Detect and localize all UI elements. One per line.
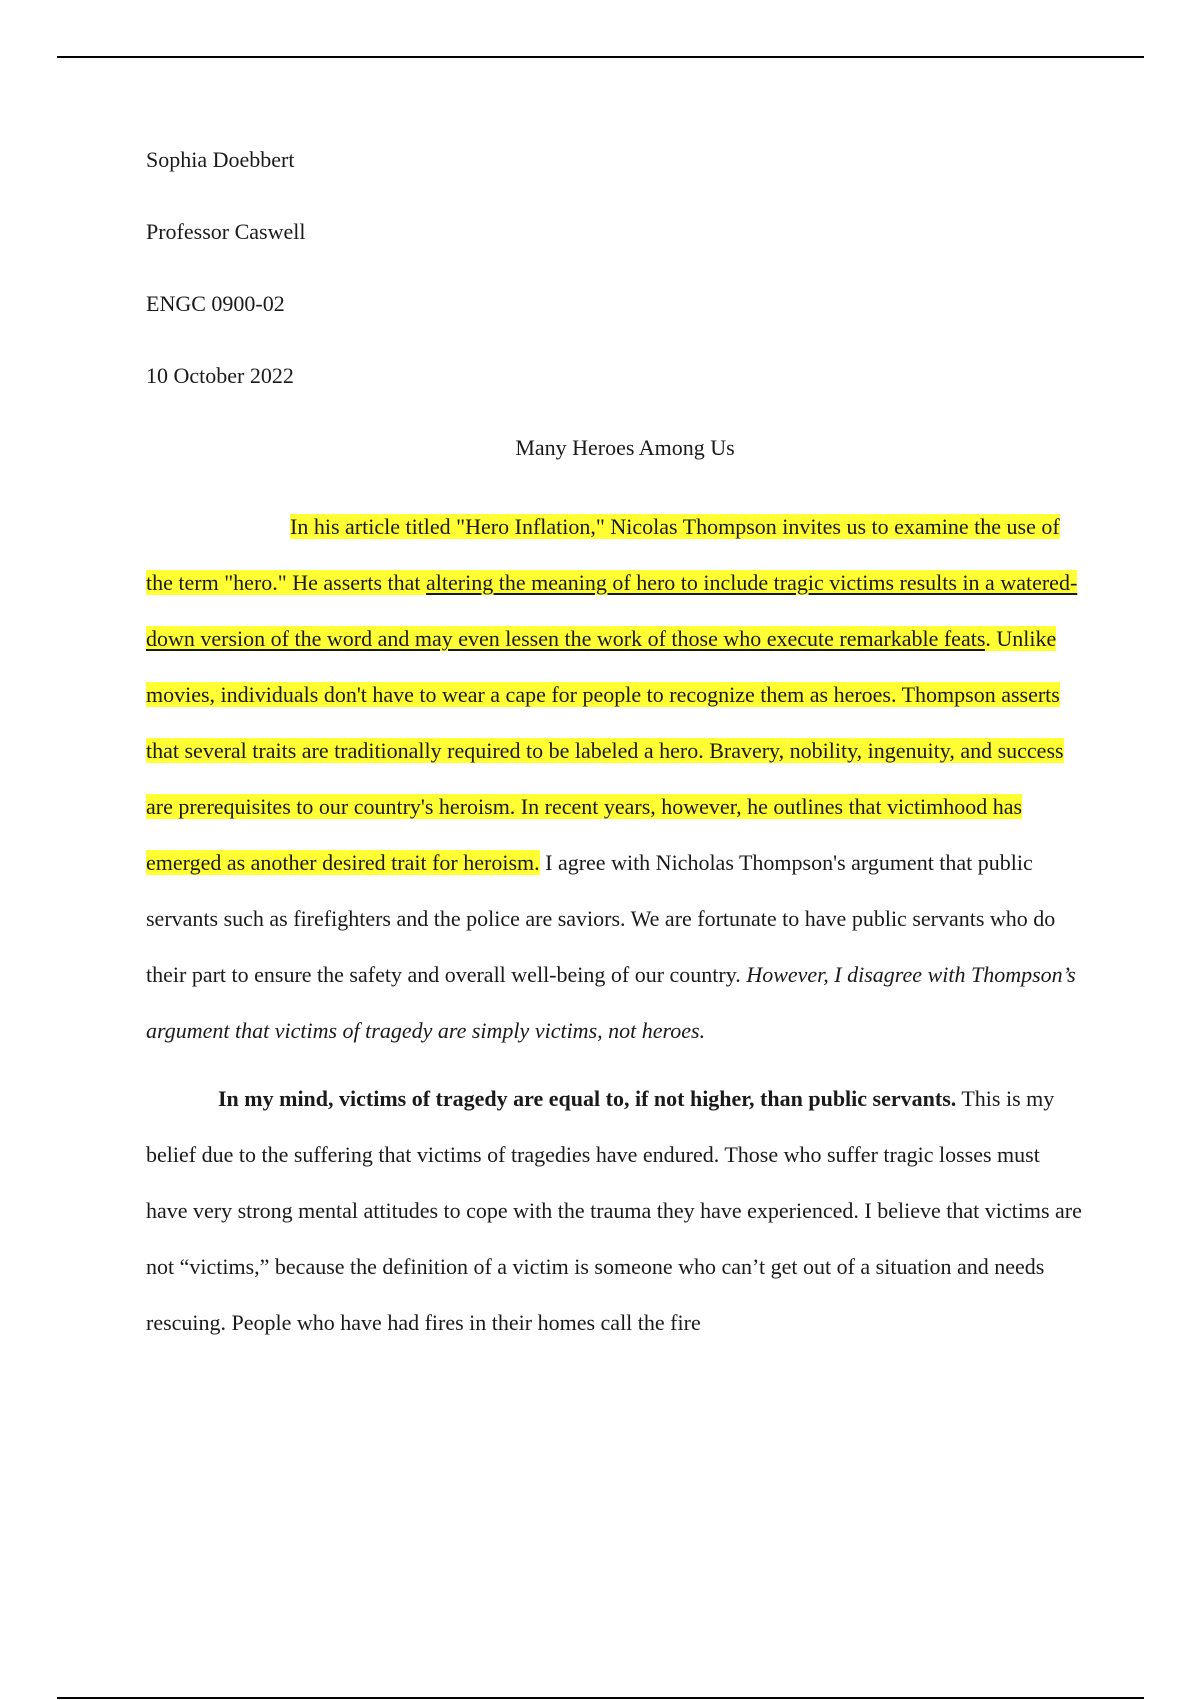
course-code: ENGC 0900-02 <box>146 291 285 316</box>
paragraph-2 <box>146 1071 1084 1351</box>
professor-name: Professor Caswell <box>146 219 306 244</box>
paragraph-1 <box>146 499 1084 1059</box>
top-page-rule <box>57 56 1144 58</box>
document-page <box>146 139 1084 1351</box>
highlighted-summary-text: . Unlike movies, individuals don't have to wear a cape for people to recognize them as heroes. Thompson asserts that several traits are traditionally required to be labeled a hero. Bravery, nobility, ingenuity, and success are prerequisites to our country's heroism. In recent years, however, he outlines that victimhood has emerged as another desired trait for heroism. <box>146 626 1064 875</box>
highlighted-intro-text: In his article titled "Hero Inflation," Nicolas Thompson invites us to examine the use of the term "hero." He asserts that <box>146 514 1060 595</box>
bold-topic-sentence: In my mind, victims of tragedy are equal to, if not higher, than public servants. <box>218 1086 957 1111</box>
paragraph-2-body-text: This is my belief due to the suffering that victims of tragedies have endured. Those who suffer tragic losses must have very strong mental attitudes to cope with the trauma they have experienced. I believe that victims are not “victims,” because the definition of a victim is someone who can’t get out of a situation and needs rescuing. People who have had fires in their homes call the fire <box>146 1086 1082 1335</box>
highlighted-underlined-claim: altering the meaning of hero to include tragic victims results in a watered-down version of the word and may even lessen the work of those who execute remarkable feats <box>146 570 1078 651</box>
bottom-page-rule <box>57 1697 1144 1699</box>
essay-title: Many Heroes Among Us <box>515 435 735 460</box>
student-name: Sophia Doebbert <box>146 147 295 172</box>
plain-argument-text: I agree with Nicholas Thompson's argument that public servants such as firefighters and the police are saviors. We are fortunate to have public servants who do their part to ensure the safety and overall well-being of our country. <box>146 850 1056 987</box>
italic-thesis-text: However, I disagree with Thompson’s argument that victims of tragedy are simply victims, not heroes. <box>146 962 1076 1043</box>
submission-date: 10 October 2022 <box>146 363 294 388</box>
